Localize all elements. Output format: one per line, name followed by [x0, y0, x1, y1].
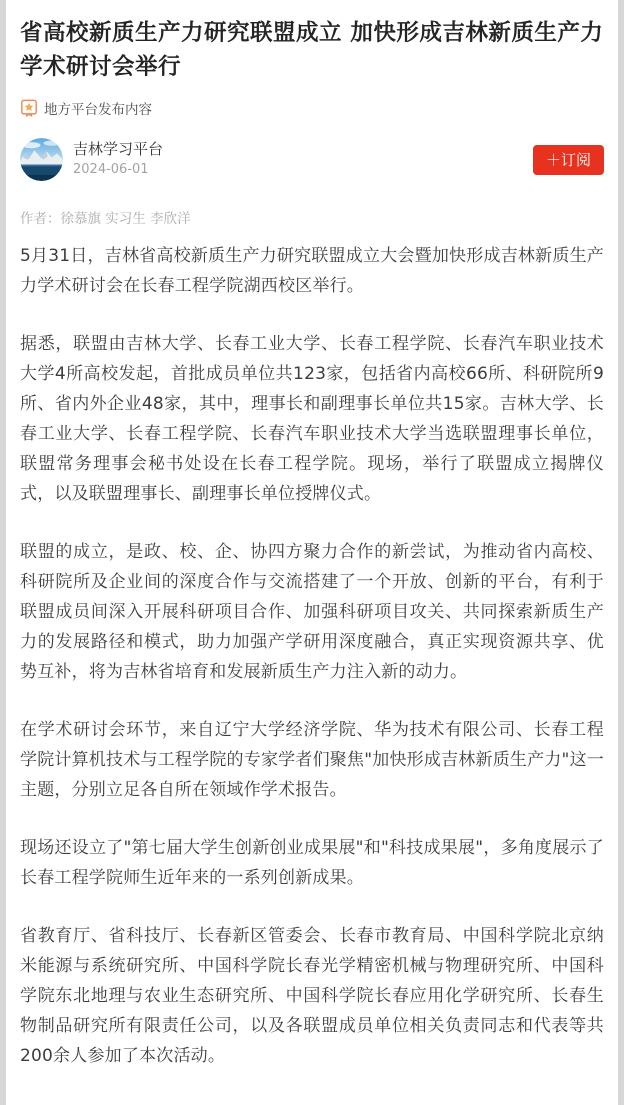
- subscribe-button[interactable]: ＋订阅: [533, 145, 604, 175]
- article-paragraph: 联盟的成立，是政、校、企、协四方聚力合作的新尝试，为推动省内高校、科研院所及企业间的深度合作与交流搭建了一个开放、创新的平台，有利于联盟成员间深入开展科研项目合作、加强科研项目攻关、共同探索新质生产力的发展路径和模式，助力加强产学研用深度融合，真正实现资源共享、优势互补，将为吉林省培育和发展新质生产力注入新的动力。: [20, 542, 604, 682]
- publisher-avatar[interactable]: [20, 138, 63, 181]
- article-paragraph: 5月31日，吉林省高校新质生产力研究联盟成立大会暨加快形成吉林新质生产力学术研讨会在长春工程学院湖西校区举行。: [20, 246, 604, 296]
- article-paragraph: 省教育厅、省科技厅、长春新区管委会、长春市教育局、中国科学院北京纳米能源与系统研究所、中国科学院长春光学精密机械与物理研究所、中国科学院东北地理与农业生态研究所、中国科学院长春应用化学研究所、长春生物制品研究所有限责任公司，以及各联盟成员单位相关负责同志和代表等共200余人参加了本次活动。: [20, 926, 604, 1066]
- author-byline: 作者：徐慕旗 实习生 李欣洋: [20, 211, 191, 227]
- article-title: 省高校新质生产力研究联盟成立 加快形成吉林新质生产力学术研讨会举行: [20, 20, 604, 80]
- article-paragraph: 据悉，联盟由吉林大学、长春工业大学、长春工程学院、长春汽车职业技术大学4所高校发起，首批成员单位共123家，包括省内高校66所、科研院所9所、省内外企业48家，其中，理事长和副理事长单位共15家。吉林大学、长春工业大学、长春工程学院、长春汽车职业技术大学当选联盟理事长单位，联盟常务理事会秘书处设在长春工程学院。现场，举行了联盟成立揭牌仪式，以及联盟理事长、副理事长单位授牌仪式。: [20, 334, 604, 504]
- article-card: [6, 0, 618, 1105]
- content-source-tag: [20, 98, 604, 118]
- publish-date: 2024-06-01: [73, 162, 149, 177]
- article-body: [20, 241, 604, 1071]
- badge-star-icon: [20, 99, 38, 118]
- publisher-row: [20, 138, 604, 181]
- publisher-meta: [73, 140, 163, 179]
- publisher-name[interactable]: 吉林学习平台: [73, 140, 164, 158]
- article-paragraph: 现场还设立了"第七届大学生创新创业成果展"和"科技成果展"，多角度展示了长春工程学院师生近年来的一系列创新成果。: [20, 838, 604, 888]
- tag-label: 地方平台发布内容: [44, 102, 152, 118]
- article-paragraph: 在学术研讨会环节，来自辽宁大学经济学院、华为技术有限公司、长春工程学院计算机技术与工程学院的专家学者们聚焦"加快形成吉林新质生产力"这一主题，分别立足各自所在领域作学术报告。: [20, 720, 604, 800]
